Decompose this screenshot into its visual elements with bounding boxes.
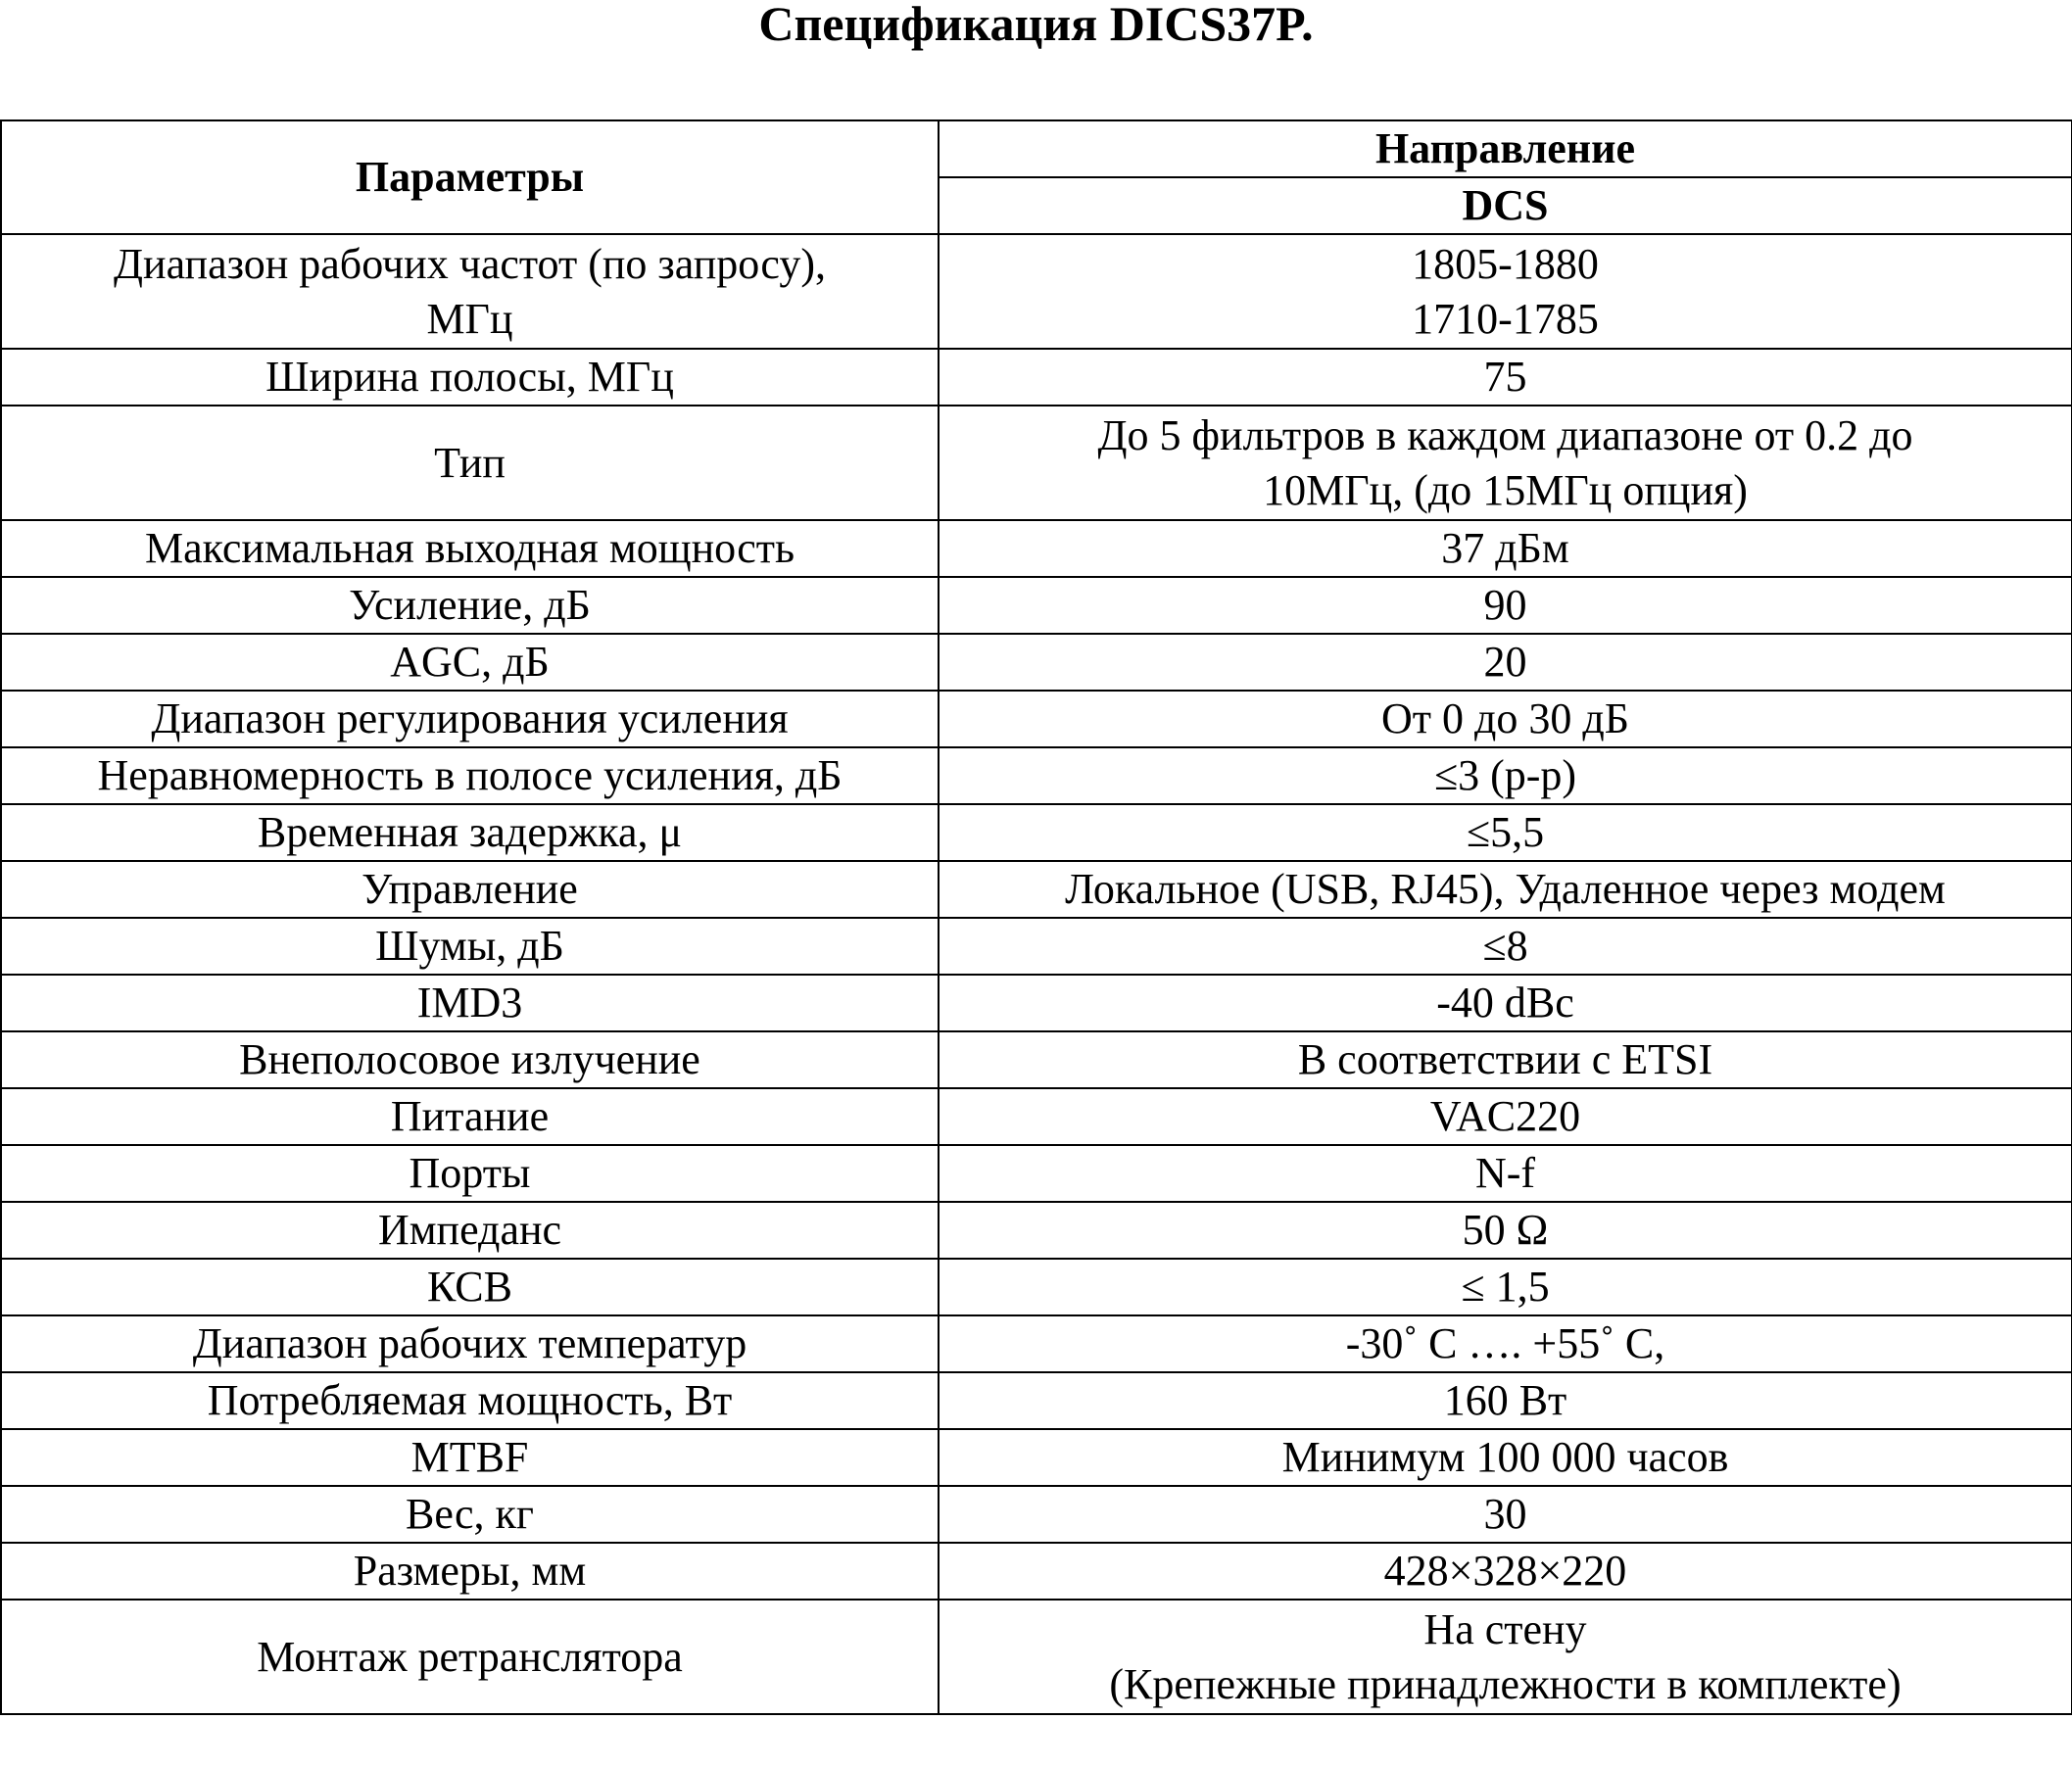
table-row: [1, 234, 2072, 349]
param-cell: [1, 1600, 939, 1714]
value-text: ≤3 (p-p): [1433, 751, 1577, 799]
value-cell: [939, 1088, 2072, 1145]
value-cell: [939, 691, 2072, 747]
param-cell: [1, 577, 939, 634]
direction-column-header: Направление: [939, 120, 2072, 177]
value-cell: [939, 918, 2072, 975]
value-text: От 0 до 30 дБ: [1380, 694, 1630, 742]
param-cell: [1, 918, 939, 975]
param-cell: [1, 975, 939, 1031]
table-row: [1, 1486, 2072, 1543]
table-row: [1, 1145, 2072, 1202]
param-cell: [1, 691, 939, 747]
param-text: Размеры, мм: [353, 1547, 587, 1595]
value-cell: [939, 1600, 2072, 1714]
param-text: Диапазон рабочих температур: [192, 1319, 747, 1367]
param-text: Управление: [361, 865, 578, 913]
value-cell: [939, 1259, 2072, 1315]
param-text: IMD3: [416, 979, 523, 1027]
table-row: [1, 634, 2072, 691]
table-row: [1, 1088, 2072, 1145]
param-text: МГц: [426, 294, 513, 343]
value-cell: [939, 1429, 2072, 1486]
header-row: [1, 120, 2072, 177]
param-cell: [1, 1543, 939, 1600]
param-text: MTBF: [410, 1433, 529, 1481]
table-row: [1, 1315, 2072, 1372]
param-cell: [1, 634, 939, 691]
value-text: VAC220: [1429, 1092, 1581, 1140]
param-cell: [1, 234, 939, 349]
value-text: До 5 фильтров в каждом диапазоне от 0.2 до: [1097, 410, 1913, 459]
param-cell: [1, 1088, 939, 1145]
value-text: 1805-1880: [1412, 239, 1599, 288]
table-row: [1, 747, 2072, 804]
value-text: 50 Ω: [1462, 1206, 1549, 1254]
param-cell: [1, 1259, 939, 1315]
value-cell: [939, 406, 2072, 520]
param-cell: [1, 406, 939, 520]
value-cell: [939, 1031, 2072, 1088]
param-cell: [1, 349, 939, 406]
direction-subheader: DCS: [939, 177, 2072, 234]
table-row: [1, 1600, 2072, 1714]
param-cell: [1, 1031, 939, 1088]
value-text: ≤5,5: [1466, 808, 1545, 856]
value-cell: [939, 975, 2072, 1031]
value-text: (Крепежные принадлежности в комплекте): [1109, 1659, 1902, 1708]
value-text: Минимум 100 000 часов: [1281, 1433, 1729, 1481]
param-cell: [1, 1486, 939, 1543]
value-cell: [939, 577, 2072, 634]
value-cell: [939, 747, 2072, 804]
value-cell: [939, 1145, 2072, 1202]
param-text: Потребляемая мощность, Вт: [207, 1376, 733, 1424]
value-cell: [939, 1315, 2072, 1372]
table-row: [1, 1202, 2072, 1259]
value-text: N-f: [1474, 1149, 1536, 1197]
param-cell: [1, 1202, 939, 1259]
spec-table-header: [1, 120, 2072, 234]
value-text: 10МГц, (до 15МГц опция): [1263, 465, 1748, 514]
param-text: AGC, дБ: [390, 638, 550, 686]
param-cell: [1, 861, 939, 918]
table-row: [1, 861, 2072, 918]
param-text: Шумы, дБ: [375, 922, 564, 970]
spec-table-body: [1, 234, 2072, 1714]
value-cell: [939, 234, 2072, 349]
table-row: [1, 1429, 2072, 1486]
value-text: 1710-1785: [1412, 294, 1599, 343]
table-row: [1, 918, 2072, 975]
value-text: Локальное (USB, RJ45), Удаленное через модем: [1065, 865, 1946, 913]
table-row: [1, 1372, 2072, 1429]
param-cell: [1, 747, 939, 804]
value-cell: [939, 1372, 2072, 1429]
param-cell: [1, 1372, 939, 1429]
param-cell: [1, 804, 939, 861]
param-text: Ширина полосы, МГц: [265, 353, 674, 401]
param-cell: [1, 1315, 939, 1372]
value-cell: [939, 804, 2072, 861]
value-text: 160 Вт: [1443, 1376, 1567, 1424]
value-text: ≤ 1,5: [1461, 1263, 1550, 1311]
param-text: Вес, кг: [406, 1490, 534, 1538]
spec-table: [0, 119, 2072, 1715]
param-text: Максимальная выходная мощность: [144, 524, 795, 572]
page-title: Спецификация DICS37P.: [758, 0, 1314, 51]
value-text: 37 дБм: [1441, 524, 1569, 572]
table-row: [1, 691, 2072, 747]
value-text: 428×328×220: [1383, 1547, 1627, 1595]
value-cell: [939, 634, 2072, 691]
param-text: Временная задержка, μ: [257, 808, 683, 856]
value-cell: [939, 861, 2072, 918]
param-text: Диапазон регулирования усиления: [151, 694, 789, 742]
param-cell: [1, 1145, 939, 1202]
table-row: [1, 1543, 2072, 1600]
value-text: В соответствии с ETSI: [1297, 1035, 1713, 1083]
value-text: -40 dBc: [1436, 979, 1574, 1027]
value-text: 20: [1483, 638, 1527, 686]
table-row: [1, 349, 2072, 406]
param-text: Монтаж ретранслятора: [257, 1632, 683, 1681]
param-text: Импеданс: [377, 1206, 562, 1254]
table-row: [1, 804, 2072, 861]
param-column-header: Параметры: [1, 120, 939, 234]
table-row: [1, 520, 2072, 577]
param-text: Тип: [434, 438, 506, 487]
param-text: Неравномерность в полосе усиления, дБ: [97, 751, 843, 799]
param-text: Внеполосовое излучение: [239, 1035, 700, 1083]
value-text: 90: [1483, 581, 1527, 629]
param-cell: [1, 520, 939, 577]
value-text: На стену: [1423, 1604, 1587, 1653]
param-cell: [1, 1429, 939, 1486]
value-cell: [939, 1202, 2072, 1259]
table-row: [1, 1259, 2072, 1315]
value-text: ≤8: [1482, 922, 1528, 970]
param-text: Усиление, дБ: [349, 581, 591, 629]
param-text: Питание: [390, 1092, 550, 1140]
value-cell: [939, 1486, 2072, 1543]
value-cell: [939, 520, 2072, 577]
param-text: Диапазон рабочих частот (по запросу),: [114, 239, 826, 288]
value-text: -30˚ С …. +55˚ С,: [1345, 1319, 1665, 1367]
value-text: 75: [1483, 353, 1527, 401]
value-text: 30: [1483, 1490, 1527, 1538]
table-row: [1, 406, 2072, 520]
table-row: [1, 975, 2072, 1031]
value-cell: [939, 1543, 2072, 1600]
value-cell: [939, 349, 2072, 406]
param-text: Порты: [409, 1149, 531, 1197]
table-row: [1, 1031, 2072, 1088]
table-row: [1, 577, 2072, 634]
param-text: КСВ: [427, 1263, 512, 1311]
